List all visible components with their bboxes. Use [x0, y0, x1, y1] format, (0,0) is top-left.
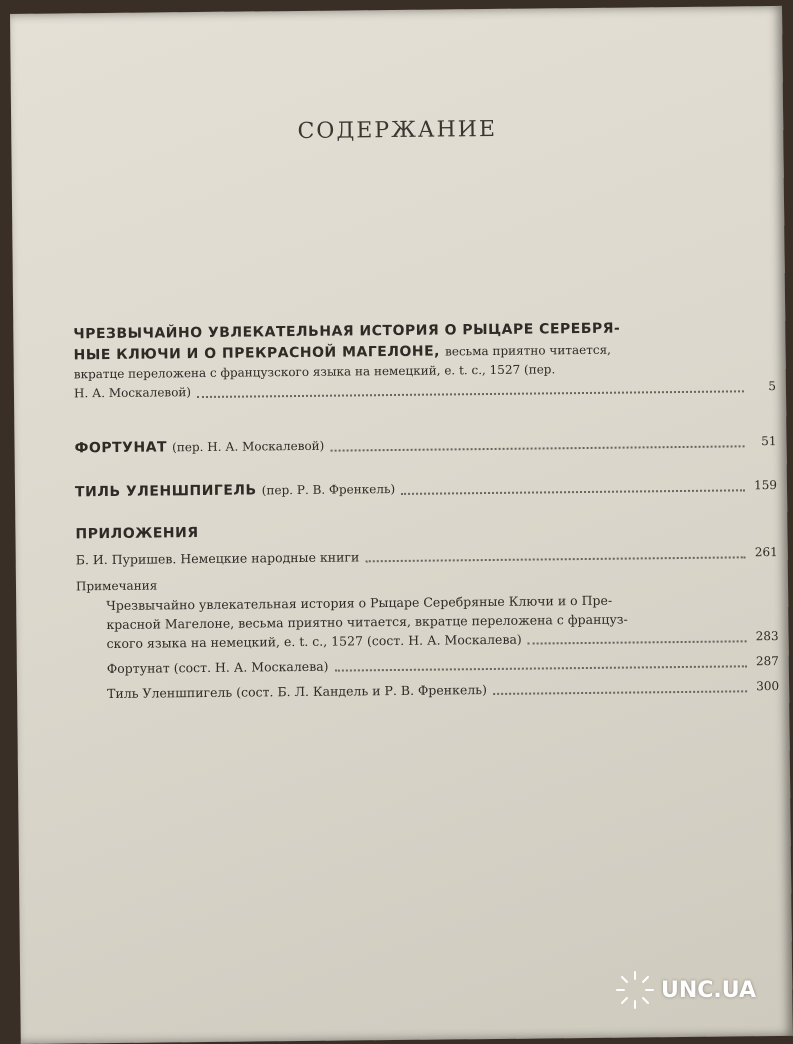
entry-title: ТИЛЬ УЛЕНШПИГЕЛЬ — [74, 482, 257, 501]
watermark-text: UNC.UA — [661, 977, 756, 1003]
dot-leader — [197, 390, 744, 398]
toc-entry-magelona — [73, 318, 776, 403]
notes-label: Примечания — [75, 578, 158, 594]
entry-translator: (пер. Н. А. Москалевой) — [172, 438, 325, 455]
toc-entry-till — [75, 474, 777, 502]
appendix-section — [75, 518, 779, 703]
dot-leader — [493, 690, 747, 695]
entry-text — [74, 435, 324, 459]
entry-title-line-2-main: НЫЕ КЛЮЧИ И О ПРЕКРАСНОЙ МАГЕЛОНЕ, — [73, 343, 441, 364]
page-number: 287 — [755, 653, 779, 669]
entry-title: ФОРТУНАТ — [74, 439, 168, 457]
appendix-title: ПРИЛОЖЕНИЯ — [75, 525, 199, 543]
page-title: СОДЕРЖАНИЕ — [297, 116, 498, 144]
sunburst-icon — [615, 970, 655, 1010]
entry-title-line-3: вкратце переложена с французского языка на немецкий, е. t. с., 1527 (пер. — [73, 362, 556, 382]
essay-title: Б. И. Пуришев. Немецкие народные книги — [75, 549, 360, 568]
dot-leader — [335, 665, 747, 671]
watermark-logo — [615, 970, 756, 1010]
page-number: 261 — [754, 544, 778, 560]
page-number: 300 — [756, 678, 780, 694]
dot-leader — [528, 640, 747, 644]
dot-leader — [330, 445, 744, 451]
note-magelona — [76, 589, 779, 653]
toc-entry-fortunat — [74, 430, 776, 458]
note-line-3: ского языка на немецкий, е. t. с., 1527 (сост. Н. А. Москалева) — [106, 631, 522, 652]
entry-translator: (пер. Р. В. Френкель) — [261, 481, 396, 498]
entry-translator: Н. А. Москалевой) — [73, 385, 192, 401]
page-number: 5 — [768, 379, 777, 394]
entry-title-line-1: ЧРЕЗВЫЧАЙНО УВЛЕКАТЕЛЬНАЯ ИСТОРИЯ О РЫЦАРЕ СЕРЕБРЯ- — [73, 320, 621, 343]
book-page — [10, 6, 793, 1044]
note-fortunat — [77, 652, 779, 678]
page-number: 159 — [753, 477, 778, 493]
note-line-1: Чрезвычайно увлекательная история о Рыцаре Серебряные Ключи и о Пре- — [106, 592, 613, 614]
dot-leader — [401, 489, 745, 495]
dot-leader — [365, 556, 745, 562]
note-till — [77, 677, 779, 703]
page-number: 283 — [755, 628, 779, 644]
entry-text — [75, 478, 395, 502]
note-text: Тиль Уленшпигель (сост. Б. Л. Кандель и Р. В. Френкель) — [107, 682, 488, 702]
entry-title-line-2-sub: весьма приятно читается, — [444, 342, 612, 359]
page-number: 51 — [761, 433, 777, 449]
note-text: Фортунат (сост. Н. А. Москалева) — [106, 658, 329, 677]
appendix-essay — [76, 543, 778, 569]
note-line-2: красной Магелоне, весьма приятно читается, вкратце переложена с француз- — [106, 611, 628, 633]
